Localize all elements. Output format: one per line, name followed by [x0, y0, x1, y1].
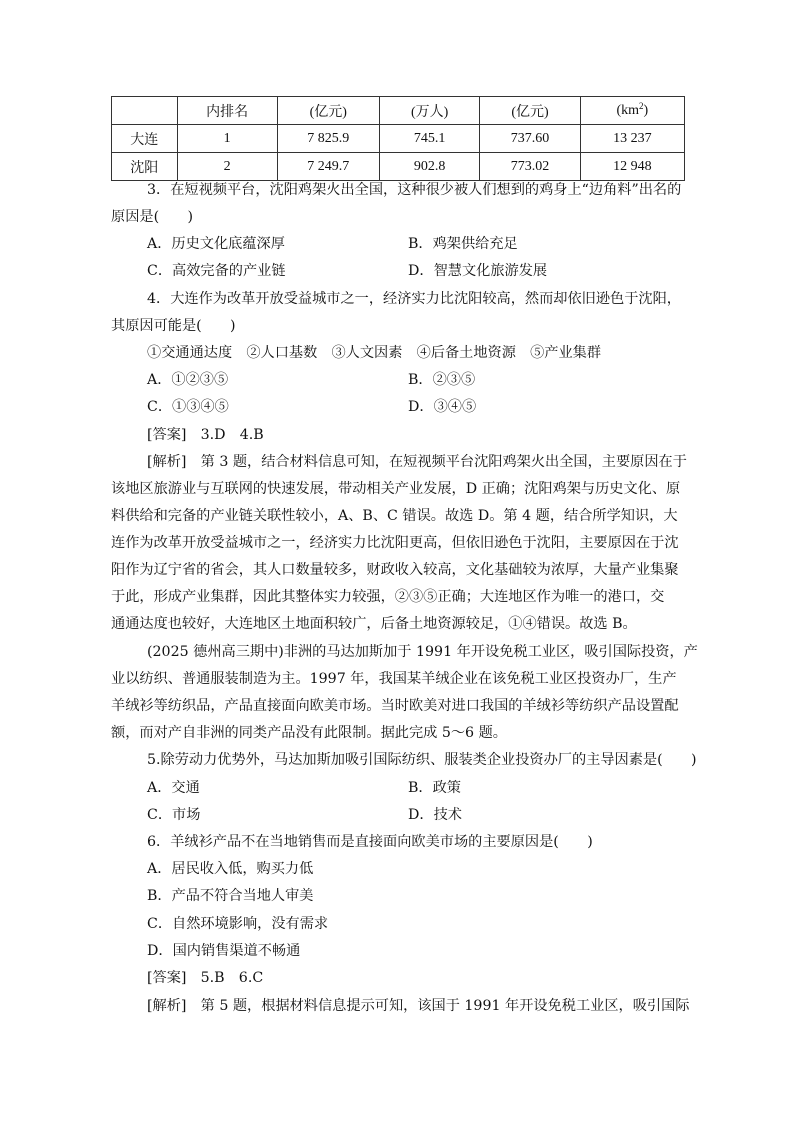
table-header-cell: 内排名: [177, 97, 277, 125]
q3-option-c: C．高效完备的产业链: [147, 263, 286, 279]
q3-stem-line2: 原因是( ): [111, 209, 194, 225]
answer-block-2: [147, 969, 727, 987]
material-line1: (2025 德州高三期中)非洲的马达加斯加于 1991 年开设免税工业区，吸引国际投资，产: [147, 644, 698, 660]
analysis-1-line2: 该地区旅游业与互联网的快速发展，带动相关产业发展，D 正确；沈阳鸡架与历史文化、原: [111, 481, 681, 497]
analysis-1-line6: 于此，形成产业集群，因此其整体实力较强，②③⑤正确；大连地区作为唯一的港口，交: [111, 589, 665, 605]
table-cell: 737.60: [480, 125, 580, 153]
table-cell: 7 249.7: [277, 153, 379, 181]
city-comparison-table: [111, 96, 685, 181]
area-unit-superscript: 2: [639, 100, 644, 111]
answer-text: 3.D 4.B: [186, 427, 264, 443]
q3-stem-line1: 3．在短视频平台，沈阳鸡架火出全国，这种很少被人们想到的鸡身上“边角料”出名的: [147, 182, 682, 198]
q4-option-b: B．②③⑤: [408, 372, 476, 388]
answer-tag: [答案]: [147, 970, 187, 986]
material-line3: 羊绒衫等纺织品，产品直接面向欧美市场。当时欧美对进口我国的羊绒衫等纺织产品设置配: [111, 698, 679, 714]
table-header-cell: (亿元): [480, 97, 580, 125]
table-cell-city: 大连: [112, 125, 178, 153]
analysis-1-line5: 阳作为辽宁省的省会，其人口数量较多，财政收入较高，文化基础较为浓厚，大量产业集聚: [111, 562, 679, 578]
q5-option-a: A．交通: [147, 780, 200, 796]
answer-block-1: [147, 426, 727, 444]
table-cell: 2: [177, 153, 277, 181]
q6-option-b: B．产品不符合当地人审美: [147, 888, 314, 904]
answer-tag: [答案]: [147, 427, 187, 443]
analysis-1-line4: 连作为改革开放受益城市之一，经济实力比沈阳更高，但依旧逊色于沈阳，主要原因在于沈: [111, 535, 679, 551]
table-cell: 773.02: [480, 153, 580, 181]
analysis-2-line1: [147, 997, 727, 1015]
q4-option-c: C．①③④⑤: [147, 399, 229, 415]
material-line4: 额，而对产自非洲的同类产品没有此限制。据此完成 5～6 题。: [111, 725, 507, 741]
table-header-cell: (万人): [379, 97, 479, 125]
table-row: [112, 125, 685, 153]
q4-option-a: A．①②③⑤: [147, 372, 229, 388]
analysis-1-line1: [147, 453, 727, 471]
table-header-cell: [112, 97, 178, 125]
q5-option-d: D．技术: [408, 807, 462, 823]
table-cell: 7 825.9: [277, 125, 379, 153]
table-cell: 12 948: [580, 153, 684, 181]
table-cell: 902.8: [379, 153, 479, 181]
q5-stem: 5.除劳动力优势外，马达加斯加吸引国际纺织、服装类企业投资办厂的主导因素是( ): [147, 752, 697, 768]
q4-factor-list: ①交通通达度 ②人口基数 ③人文因素 ④后备土地资源 ⑤产业集群: [147, 345, 602, 361]
q6-option-a: A．居民收入低，购买力低: [147, 861, 314, 877]
analysis-1-line3: 料供给和完备的产业链关联性较小，A、B、C 错误。故选 D。第 4 题，结合所学知识，大: [111, 508, 678, 524]
table-cell: 1: [177, 125, 277, 153]
q3-option-a: A．历史文化底蕴深厚: [147, 236, 285, 252]
q3-option-d: D．智慧文化旅游发展: [408, 263, 548, 279]
analysis-text: 第 5 题，根据材料信息提示可知，该国于 1991 年开设免税工业区，吸引国际: [186, 998, 690, 1014]
q4-stem-line1: 4．大连作为改革开放受益城市之一，经济实力比沈阳较高，然而却依旧逊色于沈阳，: [147, 291, 681, 307]
table-cell-city: 沈阳: [112, 153, 178, 181]
analysis-tag: [解析]: [147, 998, 187, 1014]
q6-option-d: D．国内销售渠道不畅通: [147, 943, 301, 959]
q4-option-d: D．③④⑤: [408, 399, 477, 415]
table-header-row: [112, 97, 685, 125]
table-cell: 745.1: [379, 125, 479, 153]
table-row: [112, 153, 685, 181]
analysis-tag: [解析]: [147, 454, 187, 470]
q5-option-b: B．政策: [408, 780, 461, 796]
material-line2: 业以纺织、普通服装制造为主。1997 年，我国某羊绒企业在该免税工业区投资办厂，生产: [111, 671, 677, 687]
q6-option-c: C．自然环境影响，没有需求: [147, 916, 329, 932]
answer-text: 5.B 6.C: [186, 970, 264, 986]
area-unit-close: ): [643, 102, 649, 118]
analysis-1-line7: 通通达度也较好，大连地区土地面积较广，后备土地资源较足，①④错误。故选 B。: [111, 616, 637, 632]
table-header-area-cell: [580, 97, 684, 125]
q3-option-b: B．鸡架供给充足: [408, 236, 518, 252]
q5-option-c: C．市场: [147, 807, 201, 823]
analysis-text: 第 3 题，结合材料信息可知，在短视频平台沈阳鸡架火出全国，主要原因在于: [186, 454, 687, 470]
q6-stem: 6．羊绒衫产品不在当地销售而是直接面向欧美市场的主要原因是( ): [147, 834, 593, 850]
table-cell: 13 237: [580, 125, 684, 153]
area-unit-text: (km: [616, 102, 640, 118]
table-header-cell: (亿元): [277, 97, 379, 125]
q4-stem-line2: 其原因可能是( ): [111, 318, 236, 334]
